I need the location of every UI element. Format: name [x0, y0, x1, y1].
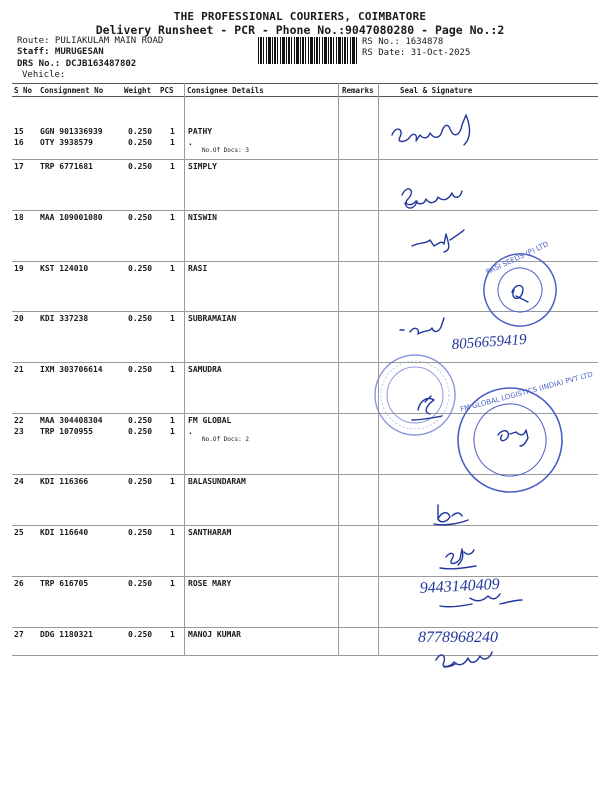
row-pcs: 1 — [170, 528, 175, 537]
company-title: THE PROFESSIONAL COURIERS, COIMBATORE — [173, 10, 427, 23]
row-consignee: FM GLOBAL — [188, 416, 232, 425]
row-weight: 0.250 — [128, 314, 153, 323]
row-consignment-no: MAA 304408304 — [40, 416, 103, 425]
phone-20: 8056659419 — [451, 331, 528, 353]
signature-19 — [512, 285, 528, 302]
row-pcs: 1 — [170, 213, 175, 222]
row-weight: 0.250 — [128, 579, 153, 588]
row-consignment-no: KDI 337238 — [40, 314, 89, 323]
col-consignment: Consignment No — [40, 86, 104, 95]
row-sno: 22 — [14, 416, 24, 425]
row-sno: 16 — [14, 138, 24, 147]
row-consignment-no: KST 124010 — [40, 264, 89, 273]
row-consignment-no: TRP 616705 — [40, 579, 89, 588]
row-consignee: RASI — [188, 264, 208, 273]
row-consignee: SIMPLY — [188, 162, 217, 171]
rasi-stamp-text: RASI SEEDS (P) LTD — [484, 240, 550, 277]
row-pcs: 1 — [170, 365, 175, 374]
row-consignment-no: OTY 3938579 — [40, 138, 93, 147]
row-sno: 21 — [14, 365, 24, 374]
row-consignee: SUBRAMAIAN — [188, 314, 237, 323]
row-weight: 0.250 — [128, 477, 153, 486]
row-consignment-no: GGN 901336939 — [40, 127, 103, 136]
row-weight: 0.250 — [128, 162, 153, 171]
row-pcs: 1 — [170, 416, 175, 425]
row-consignee: SAMUDRA — [188, 365, 222, 374]
row-sno: 23 — [14, 427, 24, 436]
row-sno: 27 — [14, 630, 24, 639]
row-pcs: 1 — [170, 138, 175, 147]
row-pcs: 1 — [170, 427, 175, 436]
rs-number: RS No.: 1634878 — [362, 37, 444, 47]
row-consignment-no: TRP 1070955 — [40, 427, 93, 436]
row-sno: 24 — [14, 477, 24, 486]
drs-number: DRS No.: DCJB163487802 — [17, 59, 137, 69]
row-pcs: 1 — [170, 630, 175, 639]
row-pcs: 1 — [170, 314, 175, 323]
row-consignment-no: TRP 6771681 — [40, 162, 93, 171]
row-consignment-no: DDG 1180321 — [40, 630, 93, 639]
row-consignee: SANTHARAM — [188, 528, 232, 537]
row-sno: 25 — [14, 528, 24, 537]
row-sno: 20 — [14, 314, 24, 323]
row-consignee: BALASUNDARAM — [188, 477, 246, 486]
row-sno: 26 — [14, 579, 24, 588]
row-pcs: 1 — [170, 477, 175, 486]
signature-20 — [400, 318, 444, 334]
row-sno: 19 — [14, 264, 24, 273]
row-pcs: 1 — [170, 127, 175, 136]
signature-25 — [440, 549, 476, 569]
row-weight: 0.250 — [128, 630, 153, 639]
row-weight: 0.250 — [128, 528, 153, 537]
row-weight: 0.250 — [128, 213, 153, 222]
phone-26: 9443140409 — [419, 575, 501, 597]
row-docs-count: No.Of Docs: 2 — [202, 436, 249, 443]
row-consignment-no: KDI 116640 — [40, 528, 89, 537]
row-consignment-no: MAA 109001080 — [40, 213, 103, 222]
col-pcs: PCS — [160, 86, 174, 95]
route-label: Route: PULIAKULAM MAIN ROAD — [17, 36, 164, 46]
row-docs-count: No.Of Docs: 3 — [202, 147, 249, 154]
row-consignee: ROSE MARY — [188, 579, 232, 588]
signature-15 — [392, 115, 470, 145]
row-consignee: MANOJ KUMAR — [188, 630, 241, 639]
rasi-stamp — [472, 238, 576, 337]
signature-21 — [412, 396, 442, 420]
col-sno: S No — [14, 86, 33, 95]
row-weight: 0.250 — [128, 264, 153, 273]
row-consignee: NISWIN — [188, 213, 217, 222]
row-consignment-no: IXM 303706614 — [40, 365, 103, 374]
col-seal: Seal & Signature — [400, 86, 473, 95]
signature-17 — [402, 189, 462, 208]
signature-18 — [412, 230, 464, 252]
row-weight: 0.250 — [128, 427, 153, 436]
row-pcs: 1 — [170, 264, 175, 273]
fm-stamp-text: FM GLOBAL LOGISTICS (INDIA) PVT LTD — [459, 370, 594, 414]
row-weight: 0.250 — [128, 416, 153, 425]
row-consignee: . — [188, 427, 193, 436]
signature-24 — [434, 505, 468, 525]
signature-26 — [440, 594, 522, 607]
row-pcs: 1 — [170, 162, 175, 171]
runsheet-subtitle: Delivery Runsheet - PCR - Phone No.:9047080280 - Page No.:2 — [95, 23, 505, 37]
row-pcs: 1 — [170, 579, 175, 588]
vehicle-label: Vehicle: — [22, 70, 66, 80]
signature-22 — [498, 430, 528, 446]
row-weight: 0.250 — [128, 138, 153, 147]
row-sno: 18 — [14, 213, 24, 222]
rs-date: RS Date: 31-Oct-2025 — [362, 48, 471, 58]
row-weight: 0.250 — [128, 127, 153, 136]
col-remarks: Remarks — [342, 86, 374, 95]
signature-27 — [436, 652, 492, 667]
col-weight: Weight — [124, 86, 152, 95]
row-consignee: PATHY — [188, 127, 213, 136]
col-consignee: Consignee Details — [187, 86, 264, 95]
row-weight: 0.250 — [128, 365, 153, 374]
row-consignment-no: KDI 116366 — [40, 477, 89, 486]
staff-label: Staff: MURUGESAN — [17, 47, 104, 57]
row-sno: 17 — [14, 162, 24, 171]
row-sno: 15 — [14, 127, 24, 136]
phone-27: 8778968240 — [418, 629, 498, 646]
row-consignee: . — [188, 138, 193, 147]
round-seal-stamp — [375, 355, 455, 435]
